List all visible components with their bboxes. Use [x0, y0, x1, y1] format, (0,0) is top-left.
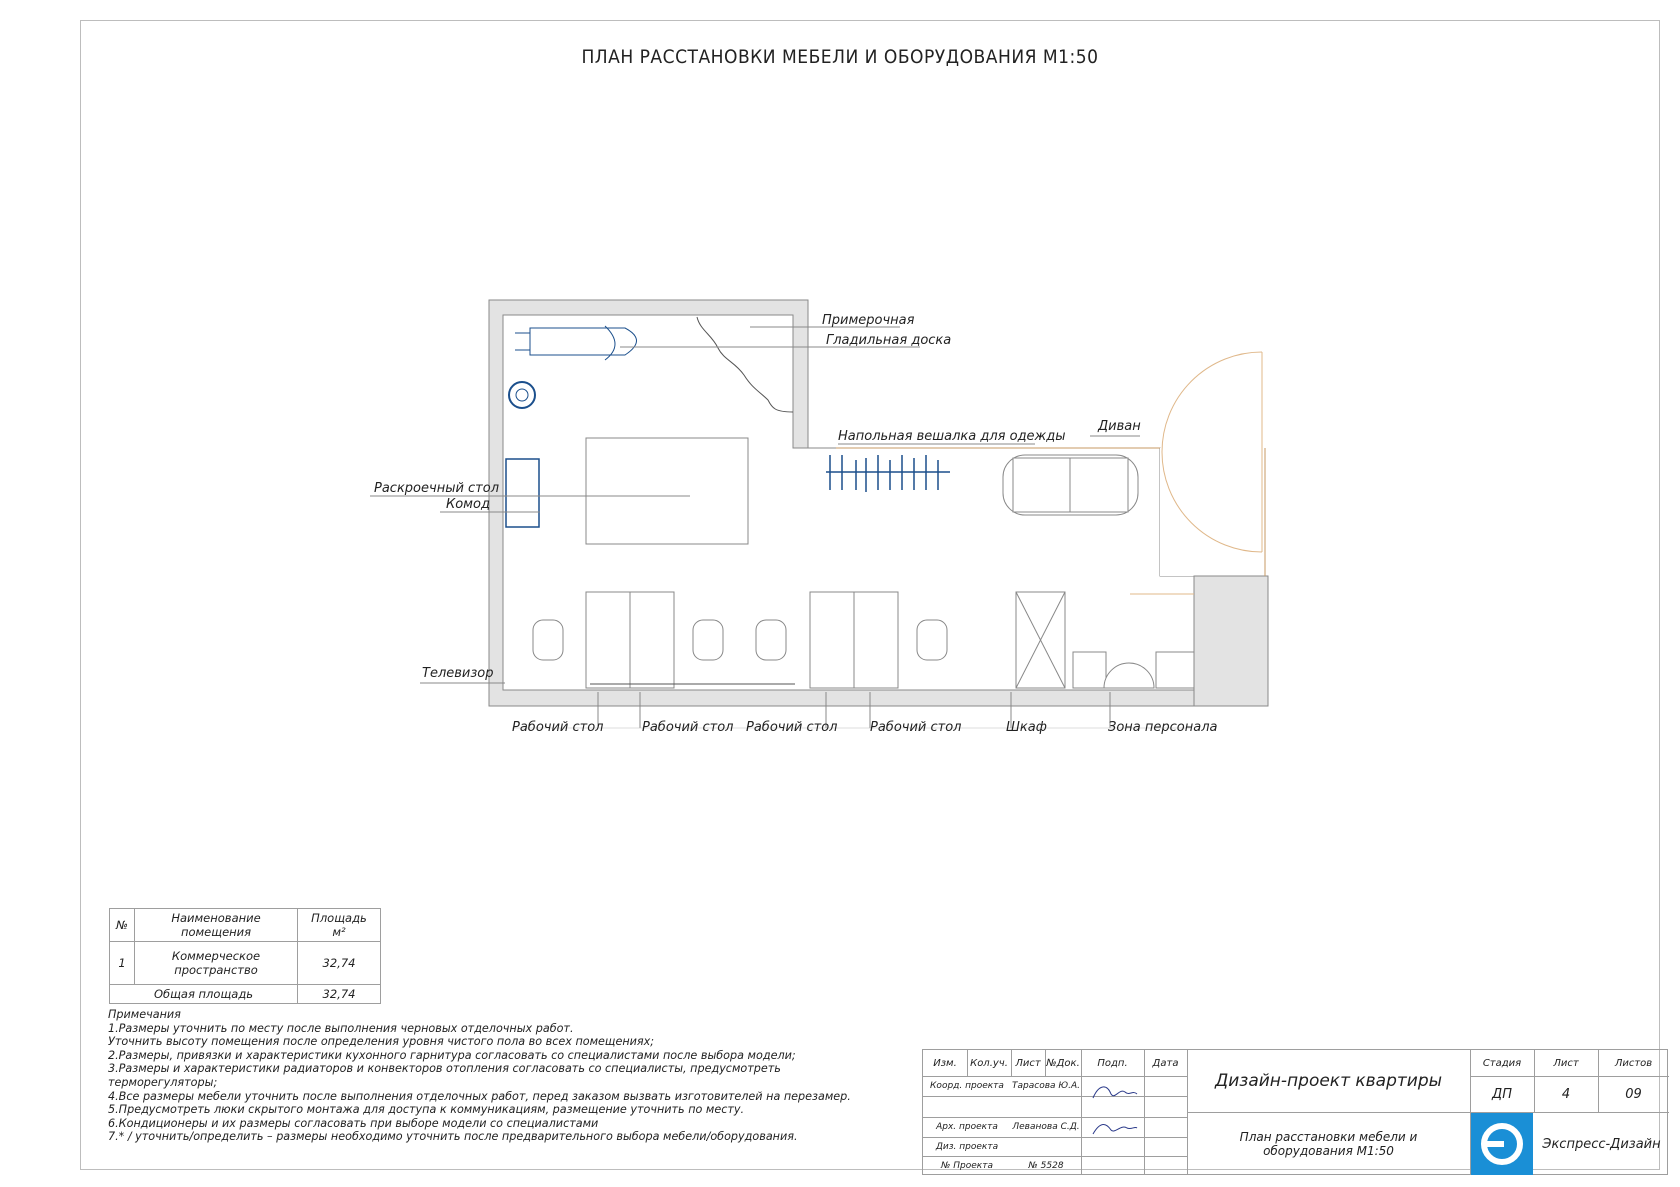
label-sofa: Диван [1098, 419, 1141, 434]
stamp-col-header: Кол.уч. [970, 1057, 1008, 1069]
stamp-person: Тарасова Ю.А. [1012, 1081, 1080, 1091]
note-line: 2.Размеры, привязки и характеристики кухонного гарнитура согласовать со специалистами после выбора модели; [108, 1048, 796, 1062]
stamp-col-header: Изм. [933, 1057, 957, 1069]
col-area: Площадь м² [298, 909, 381, 942]
company-logo-icon [1471, 1113, 1533, 1175]
note-line: терморегуляторы; [108, 1075, 218, 1089]
label-ironing-board: Гладильная доска [826, 333, 952, 348]
drawing-title: ПЛАН РАССТАНОВКИ МЕБЕЛИ И ОБОРУДОВАНИЯ М1:50 [581, 46, 1099, 68]
stage-value: ДП [1492, 1086, 1512, 1102]
stamp-role: Арх. проекта [936, 1122, 998, 1132]
label-fitting-room: Примерочная [822, 313, 915, 328]
sheets-label: Листов [1614, 1057, 1653, 1069]
sofa-symbol [1003, 455, 1138, 515]
stage-label: Стадия [1482, 1057, 1522, 1069]
notes-heading: Примечания [108, 1008, 181, 1021]
label-desk-3: Рабочий стол [746, 720, 838, 735]
rooms-table [109, 908, 381, 1004]
table-row: 1 Коммерческое пространство 32,74 [110, 942, 381, 985]
dresser-symbol [506, 459, 539, 527]
label-wardrobe: Шкаф [1006, 720, 1047, 735]
note-line: 3.Размеры и характеристики радиаторов и конвекторов отопления согласовать со специалисты, предусмотреть [108, 1062, 781, 1076]
note-line: 5.Предусмотреть люки скрытого монтажа для доступа к коммуникациям, размещение уточнить по месту. [108, 1103, 745, 1117]
notes-block [108, 1008, 888, 1144]
stamp-role: Коорд. проекта [930, 1081, 1004, 1091]
company-logo [1471, 1113, 1533, 1175]
signature-2 [1089, 1118, 1139, 1138]
stamp-project-number: № 5528 [1028, 1160, 1064, 1171]
col-name: Наименование помещения [135, 909, 298, 942]
company-name: Экспресс-Дизайн [1542, 1136, 1661, 1152]
label-desk-1: Рабочий стол [512, 720, 604, 735]
col-num: № [110, 909, 135, 942]
stamp-person: Леванова С.Д. [1012, 1122, 1080, 1132]
signature-1 [1089, 1080, 1139, 1104]
label-desk-4: Рабочий стол [870, 720, 962, 735]
plant-symbol [509, 382, 535, 408]
stamp-col-header: №Док. [1046, 1057, 1080, 1069]
stamp-role: № Проекта [941, 1160, 993, 1171]
table-total-row: Общая площадь 32,74 [110, 985, 381, 1004]
desk-block-2 [810, 592, 898, 688]
label-dresser: Комод [446, 497, 490, 512]
sheets-value: 09 [1625, 1086, 1642, 1102]
wardrobe-symbol [1016, 592, 1065, 688]
ironing-board-symbol [515, 326, 637, 360]
right-wall-block [1194, 576, 1268, 706]
cutting-table-symbol [586, 438, 748, 544]
note-line: Уточнить высоту помещения после определения уровня чистого пола во всех помещениях; [108, 1035, 655, 1049]
label-cutting-table: Раскроечный стол [374, 481, 500, 496]
stamp-role: Диз. проекта [935, 1141, 999, 1152]
desk-block-1 [586, 592, 674, 688]
note-line: 4.Все размеры мебели уточнить после выполнения отделочных работ, перед заказом вызвать изготовителей на перезамер. [108, 1089, 851, 1103]
sheet-label: Лист [1553, 1057, 1579, 1069]
sheet-title: План расстановки мебели и оборудования М1:50 [1239, 1130, 1418, 1158]
note-line: 1.Размеры уточнить по месту после выполнения черновых отделочных работ. [108, 1021, 574, 1035]
note-line: 6.Кондиционеры и их размеры согласовать при выборе модели со специалистами [108, 1116, 599, 1130]
label-tv: Телевизор [422, 666, 494, 681]
stamp-col-header: Дата [1152, 1057, 1179, 1069]
label-desk-2: Рабочий стол [642, 720, 734, 735]
project-title: Дизайн-проект квартиры [1214, 1071, 1443, 1091]
stamp-col-header: Лист [1015, 1057, 1041, 1069]
label-staff-zone: Зона персонала [1108, 720, 1218, 735]
label-floor-hanger: Напольная вешалка для одежды [838, 429, 1066, 444]
stamp-col-header: Подп. [1097, 1057, 1128, 1069]
door-opening [1160, 448, 1270, 576]
sheet-value: 4 [1561, 1086, 1571, 1102]
title-block [922, 1049, 1668, 1175]
note-line: 7.* / уточнить/определить – размеры необходимо уточнить после предварительного выбора мебели/оборудования. [108, 1130, 798, 1144]
